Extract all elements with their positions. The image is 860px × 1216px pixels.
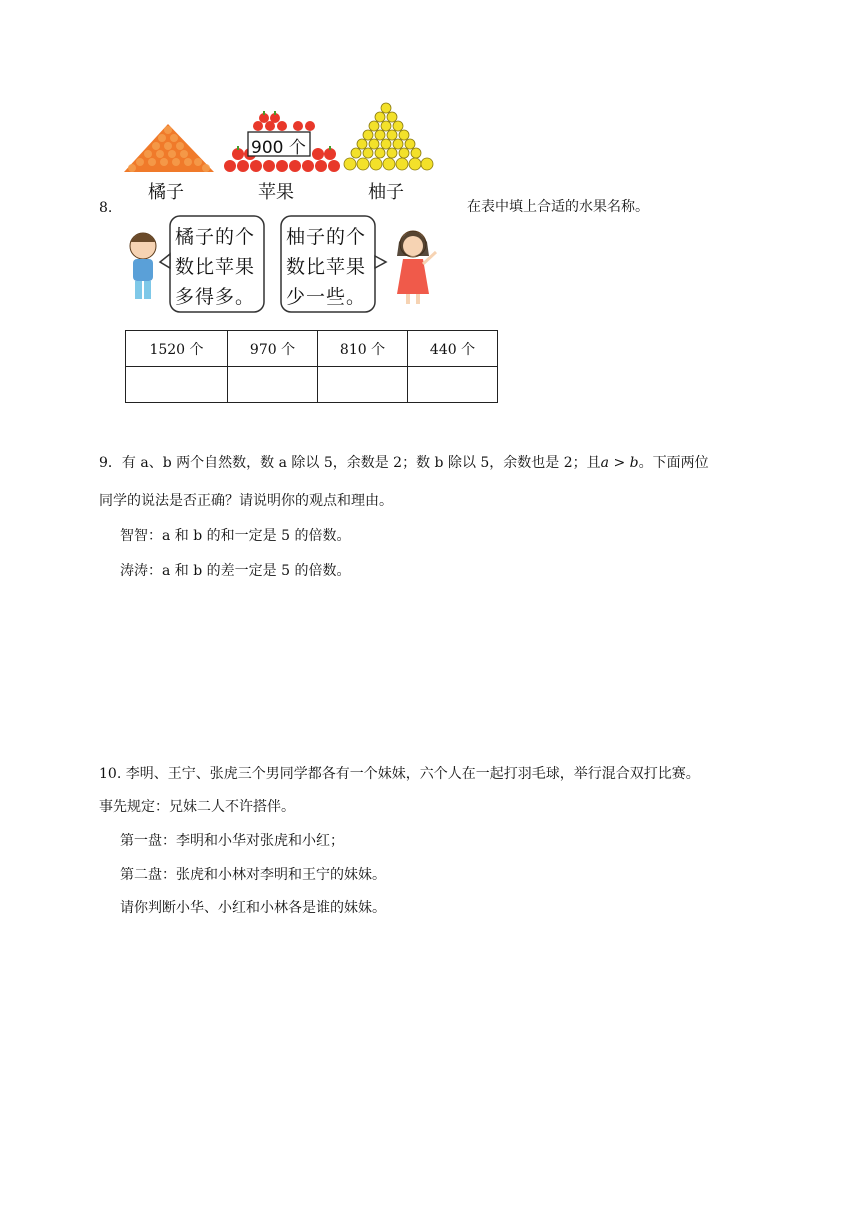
table-cell: 1520 个 [126, 331, 228, 367]
bubble-left-line-1: 橘子的个 [175, 226, 256, 248]
bubble-left-line-2: 数比苹果 [175, 256, 256, 278]
fruit-table [125, 330, 498, 403]
fruit-illustration [118, 96, 448, 316]
question-10-game-1: 第一盘：李明和小华对张虎和小红； [120, 833, 344, 849]
label-apple: 苹果 [258, 182, 294, 203]
table-cell: 810 个 [318, 331, 408, 367]
table-row-counts [126, 331, 498, 367]
girl-figure [397, 231, 436, 304]
orange-pile [124, 124, 214, 172]
bubble-right-line-1: 柚子的个 [286, 226, 367, 248]
question-8-number: 8. [99, 200, 113, 216]
table-cell: 970 个 [228, 331, 318, 367]
question-10-ask: 请你判断小华、小红和小林各是谁的妹妹。 [120, 900, 386, 916]
table-row-blank [126, 367, 498, 403]
bubble-right-text [286, 222, 366, 312]
question-10-line-2: 事先规定：兄妹二人不许搭伴。 [99, 799, 295, 815]
answer-cell[interactable] [408, 367, 498, 403]
answer-cell[interactable] [318, 367, 408, 403]
pomelo-pile [344, 103, 433, 170]
question-10-line-1: 10. 李明、王宁、张虎三个男同学都各有一个妹妹，六个人在一起打羽毛球，举行混合双打比赛。 [99, 766, 700, 782]
question-9-taotao: 涛涛：a 和 b 的差一定是 5 的倍数。 [120, 563, 351, 579]
boy-figure [130, 233, 156, 299]
bubble-right-line-3: 少一些。 [286, 286, 367, 308]
question-10-game-2: 第二盘：张虎和小林对李明和王宁的妹妹。 [120, 867, 386, 883]
bubble-left-line-3: 多得多。 [175, 286, 256, 308]
answer-cell[interactable] [126, 367, 228, 403]
label-pomelo: 柚子 [368, 182, 404, 203]
q9-line1-suffix: 。下面两位 [638, 455, 709, 471]
table-cell: 440 个 [408, 331, 498, 367]
bubble-right-line-2: 数比苹果 [286, 256, 367, 278]
question-9-zhizhi: 智智：a 和 b 的和一定是 5 的倍数。 [120, 528, 351, 544]
answer-cell[interactable] [228, 367, 318, 403]
fruit-illustration-svg [118, 96, 448, 316]
label-orange: 橘子 [148, 182, 184, 203]
q9-line1-prefix: 9．有 a、b 两个自然数，数 a 除以 5，余数是 2；数 b 除以 5，余数也是 2；且 [99, 455, 601, 471]
question-9-line-2: 同学的说法是否正确？请说明你的观点和理由。 [99, 493, 393, 509]
apple-count-label: 900 个 [251, 138, 306, 158]
question-9-line-1 [99, 453, 709, 473]
q9-math: a > b [600, 455, 639, 471]
bubble-left-text [175, 222, 255, 312]
question-8-instruction: 在表中填上合适的水果名称。 [467, 199, 649, 215]
